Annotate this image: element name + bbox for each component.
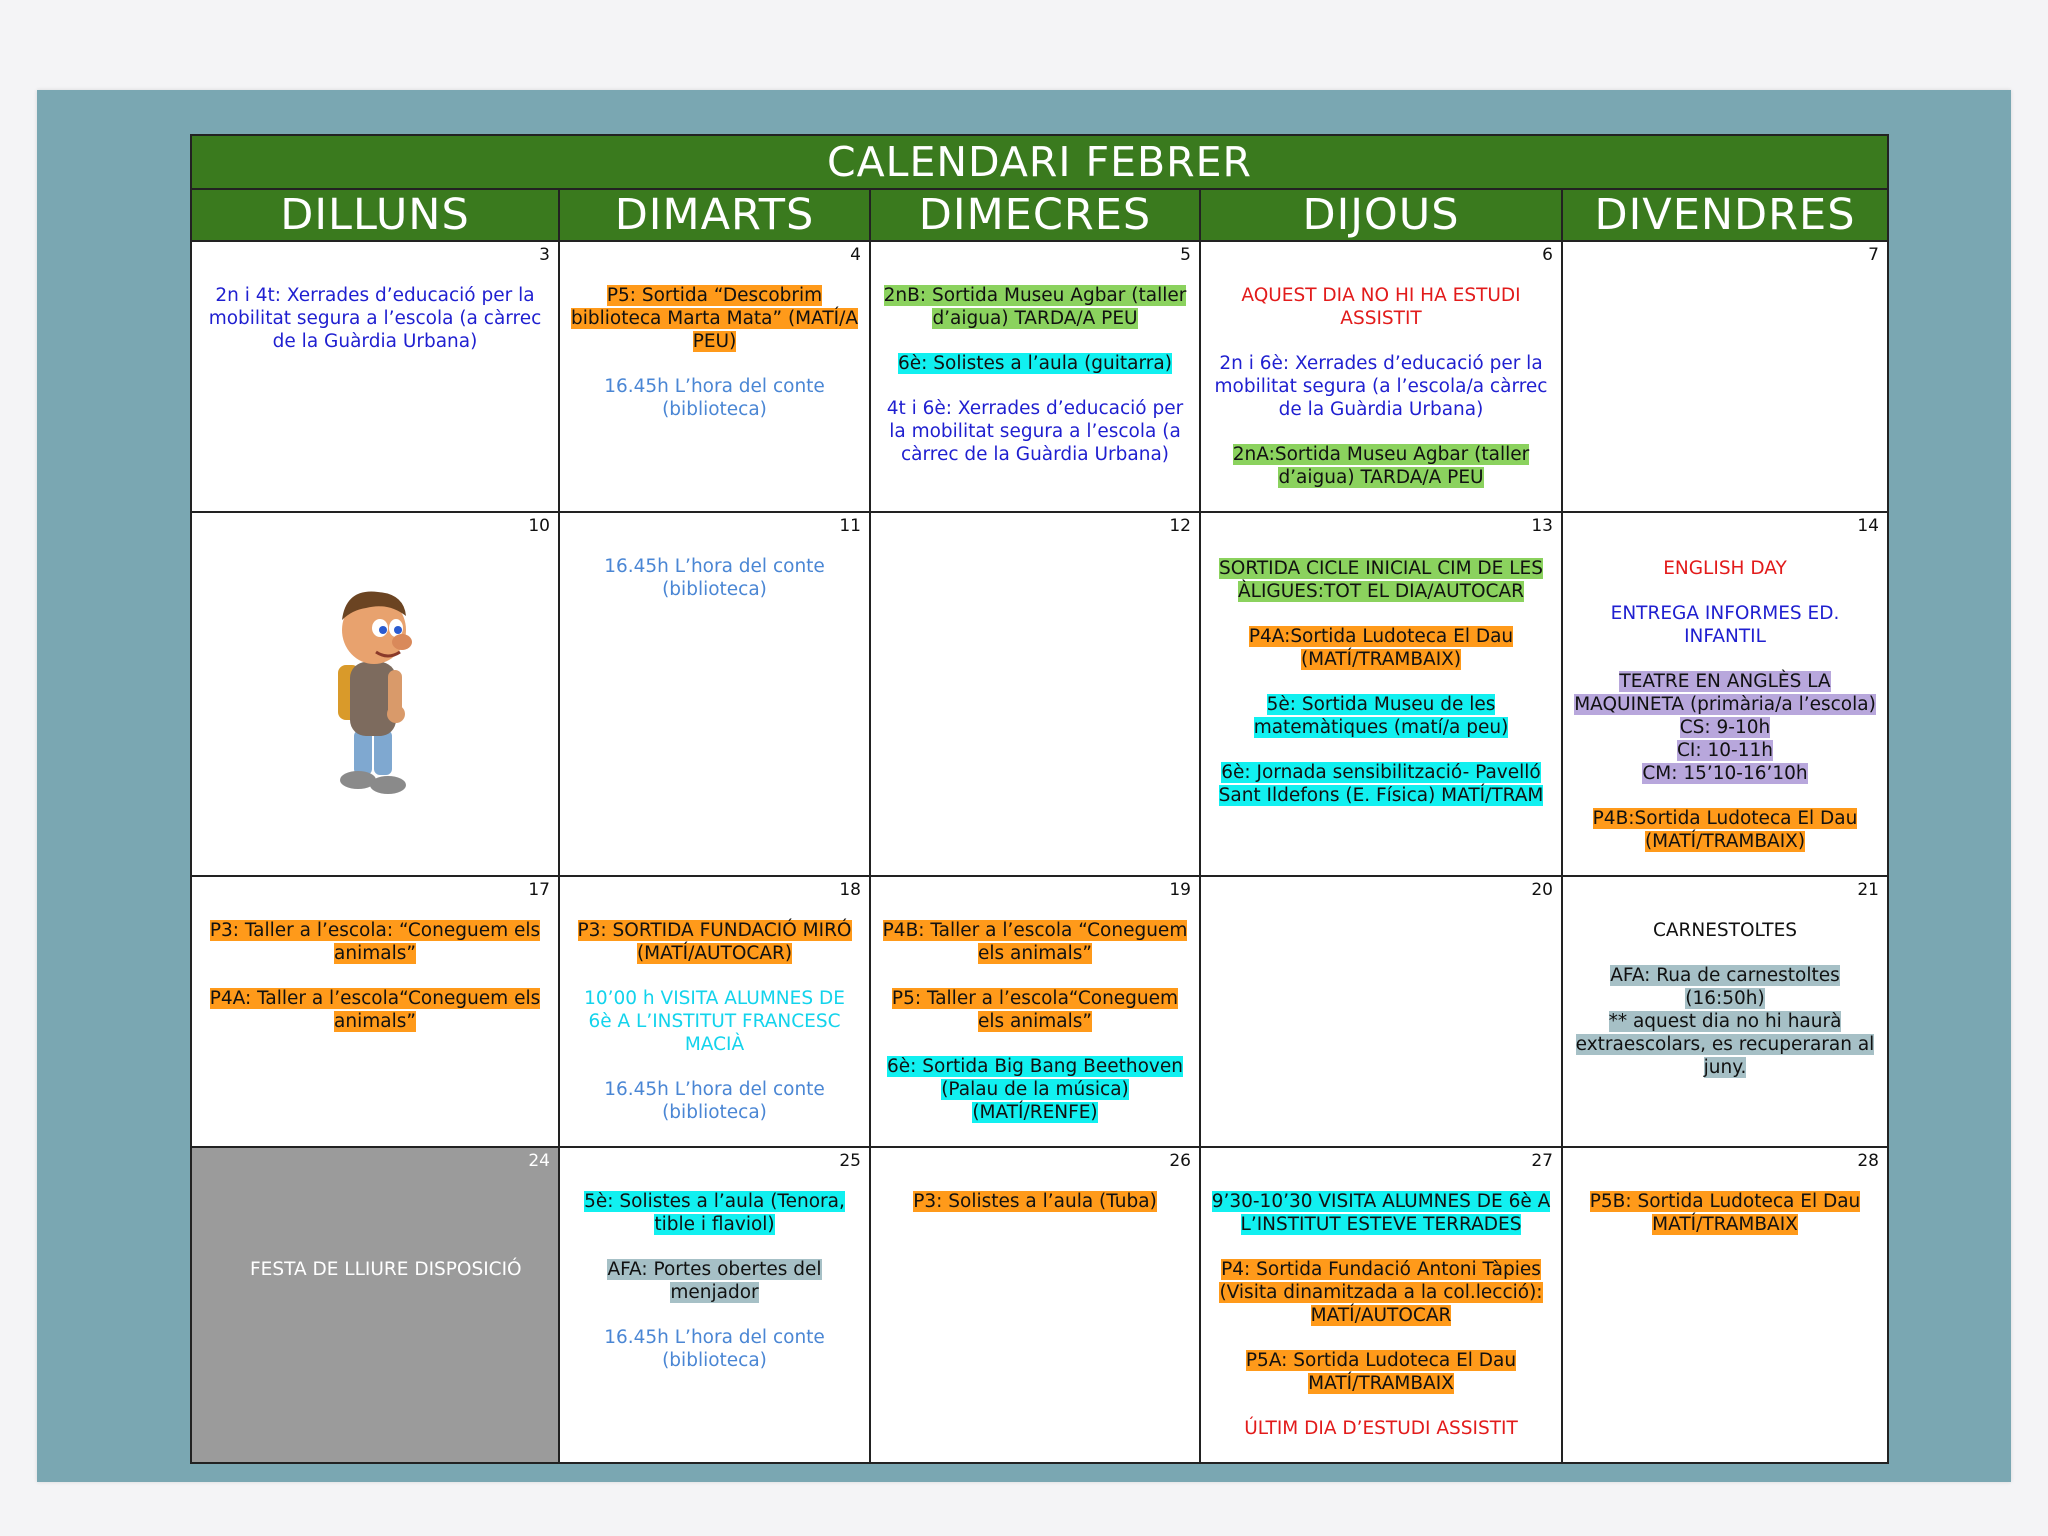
day-events [560,877,869,1124]
day-cell-12 [870,512,1200,876]
day-number: 18 [839,880,861,900]
left-pupil-shape [379,626,387,634]
event-text: P4B:Sortida Ludoteca El Dau (MATÍ/TRAMBAIX) [1592,808,1858,852]
day-cell-26 [870,1147,1200,1463]
calendar-title: CALENDARI FEBRER [191,135,1888,189]
event-text-line: CI: 10-11h [1677,740,1773,761]
day-events [1201,1148,1561,1440]
event-text: 6è: Solistes a l’aula (guitarra) [898,353,1172,374]
day-number: 17 [528,880,550,900]
event-text: FESTA DE LLIURE DISPOSICIÓ [250,1259,522,1280]
event-text: 16.45h L’hora del conte (biblioteca) [604,376,825,420]
event-text: 16.45h L’hora del conte (biblioteca) [604,1327,825,1371]
day-number: 4 [850,245,861,265]
day-events [871,877,1199,1124]
event-text: P3: Solistes a l’aula (Tuba) [913,1191,1157,1212]
event-text: P5B: Sortida Ludoteca El Dau MATÍ/TRAMBAIX [1589,1191,1861,1235]
day-cell-28 [1562,1147,1888,1463]
event-text: 2nB: Sortida Museu Agbar (taller d’aigua) TARDA/A PEU [883,285,1187,329]
day-number: 24 [528,1151,550,1171]
day-number: 10 [528,516,550,536]
hand-shape [387,705,405,723]
event-item [881,1190,1189,1213]
event-text-line: CS: 9-10h [1679,717,1771,738]
event-text: P4A:Sortida Ludoteca El Dau (MATÍ/TRAMBAIX) [1248,626,1514,670]
event-item [881,987,1189,1033]
event-item [250,1258,548,1281]
event-text: ÚLTIM DIA D’ESTUDI ASSISTIT [1244,1418,1518,1439]
day-number: 14 [1857,516,1879,536]
event-item [1211,1417,1551,1440]
event-item [1573,919,1877,942]
day-number: 5 [1180,245,1191,265]
event-item [570,375,859,421]
event-item [881,352,1189,375]
event-text: P4A: Taller a l’escola“Coneguem els animals” [209,988,541,1032]
event-text: P4: Sortida Fundació Antoni Tàpies (Visita dinamitzada a la col.lecció): MATÍ/AUTOCAR [1219,1259,1543,1326]
event-item [1211,557,1551,603]
day-cell-6 [1200,241,1562,512]
day-cell-7 [1562,241,1888,512]
event-text-line: AFA: Rua de carnestoltes (16:50h) [1610,965,1840,1009]
day-cell-19 [870,876,1200,1147]
event-item [1573,670,1877,785]
left-leg-shape [354,730,372,775]
day-cell-25 [559,1147,870,1463]
event-item [1211,1258,1551,1327]
day-number: 26 [1169,1151,1191,1171]
day-events [1201,513,1561,807]
day-events [560,242,869,421]
day-events [1563,513,1887,853]
day-cell-24 [191,1147,559,1463]
day-events [560,1148,869,1372]
day-events [560,513,869,601]
event-text: 4t i 6è: Xerrades d’educació per la mobilitat segura a l’escola (a càrrec de la Guàrdia Urbana) [886,398,1184,465]
day-events [192,242,558,353]
event-item [1211,625,1551,671]
event-text: 2nA:Sortida Museu Agbar (taller d’aigua) TARDA/A PEU [1232,444,1530,488]
event-item [881,919,1189,965]
event-item [881,397,1189,466]
event-item [1573,557,1877,580]
event-text-line: TEATRE EN ANGLÈS LA MAQUINETA (primària/a l’escola) [1574,671,1876,715]
event-item [1573,602,1877,648]
event-item [881,1055,1189,1124]
weekday-tuesday: DIMARTS [559,189,870,241]
event-text: 2n i 4t: Xerrades d’educació per la mobilitat segura a l’escola (a càrrec de la Guàrdia Urbana) [208,285,542,352]
day-events [1563,1148,1887,1236]
event-item [881,284,1189,330]
event-text: 16.45h L’hora del conte (biblioteca) [604,1079,825,1123]
day-events [1201,242,1561,489]
event-item [570,555,859,601]
day-cell-11 [559,512,870,876]
event-item [570,284,859,353]
event-text: 16.45h L’hora del conte (biblioteca) [604,556,825,600]
day-number: 12 [1169,516,1191,536]
event-item [202,284,548,353]
event-text: P5: Sortida “Descobrim biblioteca Marta Mata” (MATÍ/A PEU) [570,285,859,352]
day-number: 25 [839,1151,861,1171]
day-cell-13 [1200,512,1562,876]
event-text-line: ** aquest dia no hi haurà extraescolars, es recuperaran al juny. [1575,1011,1875,1078]
event-item [1211,693,1551,739]
day-events [192,1148,558,1281]
event-item [570,1326,859,1372]
weekday-thursday: DIJOUS [1200,189,1562,241]
event-item [1211,1190,1551,1236]
event-text: P3: SORTIDA FUNDACIÓ MIRÓ (MATÍ/AUTOCAR) [577,920,852,964]
event-text: P4B: Taller a l’escola “Coneguem els animals” [882,920,1188,964]
event-item [570,1190,859,1236]
day-number: 28 [1857,1151,1879,1171]
event-text: 9’30-10’30 VISITA ALUMNES DE 6è A L’INSTITUT ESTEVE TERRADES [1211,1191,1551,1235]
event-text: 5è: Solistes a l’aula (Tenora, tible i flaviol) [584,1191,845,1235]
day-events [871,1148,1199,1213]
weekday-monday: DILLUNS [191,189,559,241]
day-events [1563,877,1887,1079]
day-events [871,513,1199,555]
day-number: 7 [1868,245,1879,265]
weekday-wednesday: DIMECRES [870,189,1200,241]
event-text: P5A: Sortida Ludoteca El Dau MATÍ/TRAMBAIX [1245,1350,1517,1394]
right-leg-shape [374,730,392,775]
day-events [871,242,1199,466]
event-text: AQUEST DIA NO HI HA ESTUDI ASSISTIT [1241,285,1521,329]
cartoon-boy-image [316,580,426,800]
day-number: 6 [1542,245,1553,265]
day-number: 27 [1531,1151,1553,1171]
event-text: 5è: Sortida Museu de les matemàtiques (matí/a peu) [1253,694,1509,738]
february-calendar [190,134,1889,1464]
event-item [1211,761,1551,807]
day-cell-21 [1562,876,1888,1147]
day-cell-18 [559,876,870,1147]
day-cell-14 [1562,512,1888,876]
event-item [1211,443,1551,489]
event-text: P5: Taller a l’escola“Coneguem els animals” [891,988,1179,1032]
event-text-line: CM: 15’10-16’10h [1642,763,1808,784]
day-cell-4 [559,241,870,512]
event-item [1573,964,1877,1079]
event-text: 10’00 h VISITA ALUMNES DE 6è A L’INSTITUT FRANCESC MACIÀ [584,988,845,1055]
day-events [1201,877,1561,919]
day-number: 3 [539,245,550,265]
event-item [202,987,548,1033]
day-cell-3 [191,241,559,512]
event-text: 6è: Jornada sensibilització- Pavelló Sant Ildefons (E. Física) MATÍ/TRAM [1218,762,1544,806]
nose-shape [392,634,412,650]
event-item [1211,1349,1551,1395]
event-text: ENTREGA INFORMES ED. INFANTIL [1610,603,1840,647]
event-text: ENGLISH DAY [1663,558,1787,579]
event-item [570,919,859,965]
day-number: 11 [839,516,861,536]
day-cell-20 [1200,876,1562,1147]
event-item [202,919,548,965]
event-text: 6è: Sortida Big Bang Beethoven (Palau de la música) (MATÍ/RENFE) [887,1056,1183,1123]
event-text: AFA: Portes obertes del menjador [607,1259,822,1303]
day-events [192,513,558,555]
event-item [1573,807,1877,853]
day-cell-27 [1200,1147,1562,1463]
event-item [570,1258,859,1304]
right-pupil-shape [394,626,402,634]
event-item [570,987,859,1056]
day-events [1563,242,1887,284]
event-text: 2n i 6è: Xerrades d’educació per la mobilitat segura (a l’escola/a càrrec de la Guàrdia Urbana) [1214,353,1548,420]
day-cell-5 [870,241,1200,512]
event-item [1573,1190,1877,1236]
right-shoe-shape [370,776,406,794]
event-text: P3: Taller a l’escola: “Coneguem els animals” [209,920,541,964]
weekday-friday: DIVENDRES [1562,189,1888,241]
event-text: CARNESTOLTES [1652,920,1798,941]
event-item [570,1078,859,1124]
day-cell-17 [191,876,559,1147]
day-events [192,877,558,1033]
day-number: 19 [1169,880,1191,900]
event-item [1211,284,1551,330]
day-number: 21 [1857,880,1879,900]
event-text: SORTIDA CICLE INICIAL CIM DE LES ÀLIGUES:TOT EL DIA/AUTOCAR [1219,558,1543,602]
day-number: 13 [1531,516,1553,536]
day-number: 20 [1531,880,1553,900]
event-item [1211,352,1551,421]
